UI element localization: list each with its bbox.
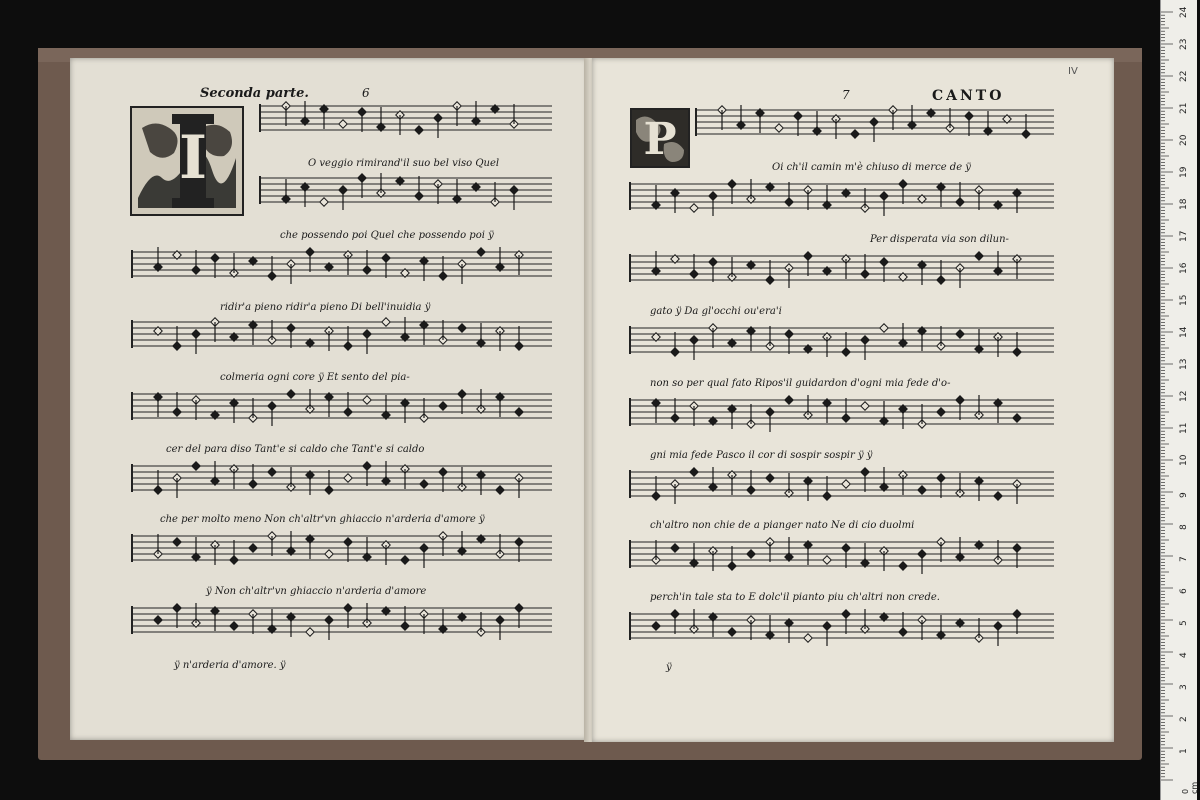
music-staff	[132, 317, 552, 354]
right-lyric-8: ÿ	[666, 662, 672, 673]
right-lyric-7: perch'in tale sta to E dolc'il pianto piu ch'altri non crede.	[650, 592, 940, 603]
right-page-number: 7	[842, 88, 850, 102]
music-staff	[630, 467, 1054, 504]
ruler-tick-label: 18	[1179, 198, 1189, 210]
music-staff	[696, 105, 1054, 142]
note-head	[439, 402, 447, 410]
right-lyric-4: non so per qual fato Ripos'il guidardon d'ogni mia fede d'o-	[650, 378, 951, 389]
note-head	[937, 408, 945, 416]
note-head	[690, 468, 698, 476]
note-head	[880, 324, 888, 332]
music-staff	[260, 173, 552, 210]
ruler-tick-label: 7	[1179, 556, 1189, 562]
ruler-tick-label: 10	[1179, 454, 1189, 466]
note-head	[249, 544, 257, 552]
note-head	[899, 562, 907, 570]
ruler-unit-label: 0 cm	[1181, 781, 1199, 794]
note-head	[344, 474, 352, 482]
left-lyric-5: cer del para diso Tant'e si caldo che Tant'e si caldo	[166, 444, 425, 455]
ruler-tick-label: 2	[1179, 716, 1189, 722]
ruler-tick-label: 4	[1179, 652, 1189, 658]
ruler-tick-label: 17	[1179, 230, 1189, 242]
music-staff	[630, 323, 1054, 360]
note-head	[230, 622, 238, 630]
left-page-number: 6	[362, 86, 370, 100]
ruler-tick-label: 12	[1179, 390, 1189, 402]
note-head	[420, 480, 428, 488]
left-page	[70, 58, 588, 740]
note-head	[325, 550, 333, 558]
ruler-tick-label: 15	[1179, 294, 1189, 306]
note-head	[842, 480, 850, 488]
note-head	[766, 474, 774, 482]
music-staff	[630, 179, 1054, 216]
note-head	[975, 252, 983, 260]
note-head	[339, 120, 347, 128]
right-page-header: CANTO	[932, 88, 1005, 104]
ruler-tick-label: 20	[1179, 134, 1189, 146]
woodcut-initial-right-letter: P	[643, 114, 677, 165]
music-staff	[630, 537, 1054, 574]
note-head	[918, 486, 926, 494]
right-page	[592, 58, 1114, 742]
ruler-tick-label: 8	[1179, 524, 1189, 530]
ruler-tick-label: 23	[1179, 38, 1189, 50]
ruler-tick-label: 19	[1179, 166, 1189, 178]
note-head	[458, 324, 466, 332]
note-head	[306, 628, 314, 636]
note-head	[956, 330, 964, 338]
note-head	[861, 402, 869, 410]
note-head	[823, 556, 831, 564]
left-lyric-4: colmeria ogni core ÿ Et sento del pia-	[220, 372, 410, 383]
note-head	[320, 198, 328, 206]
ruler-tick-label: 9	[1179, 492, 1189, 498]
music-staff	[132, 247, 552, 284]
left-lyric-6: che per molto meno Non ch'altr'vn ghiaccio n'arderia d'amore ÿ	[160, 514, 485, 525]
note-head	[363, 396, 371, 404]
note-head	[747, 550, 755, 558]
note-head	[173, 538, 181, 546]
measurement-ruler	[1160, 0, 1197, 800]
music-staff	[630, 251, 1054, 288]
right-lyric-1: Oi ch'il camin m'è chiuso di merce de ÿ	[772, 162, 971, 173]
note-head	[994, 492, 1002, 500]
note-head	[671, 544, 679, 552]
music-staff	[630, 609, 1054, 646]
note-head	[287, 390, 295, 398]
note-head	[415, 126, 423, 134]
right-staves	[592, 58, 1114, 742]
left-lyric-8: ÿ n'arderia d'amore. ÿ	[174, 660, 286, 671]
left-lyric-1: O veggio rimirand'il suo bel viso Quel	[308, 158, 500, 169]
music-staff	[260, 101, 552, 138]
right-lyric-3: gato ÿ Da gl'occhi ou'era'i	[650, 306, 782, 317]
ruler-tick-label: 6	[1179, 588, 1189, 594]
left-page-header: Seconda parte.	[200, 86, 309, 101]
ruler-tick-label: 1	[1179, 748, 1189, 754]
left-lyric-3: ridir'a pieno ridir'a pieno Di bell'inuidia ÿ	[220, 302, 431, 313]
note-head	[268, 468, 276, 476]
right-lyric-6: ch'altro non chie de a pianger nato Ne di cio duolmi	[650, 520, 915, 531]
note-head	[154, 616, 162, 624]
note-head	[1013, 414, 1021, 422]
right-lyric-2: Per disperata via son dilun-	[870, 234, 1009, 245]
note-head	[652, 622, 660, 630]
note-head	[775, 124, 783, 132]
note-head	[496, 486, 504, 494]
music-staff	[132, 531, 552, 568]
note-head	[515, 408, 523, 416]
ruler-tick-label: 14	[1179, 326, 1189, 338]
note-head	[728, 628, 736, 636]
ruler-tick-label: 16	[1179, 262, 1189, 274]
ruler-tick-label: 24	[1179, 6, 1189, 18]
ruler-tick-label: 5	[1179, 620, 1189, 626]
note-head	[690, 204, 698, 212]
ruler-tick-label: 3	[1179, 684, 1189, 690]
ruler-tick-label: 13	[1179, 358, 1189, 370]
left-lyric-2: che possendo poi Quel che possendo poi ÿ	[280, 230, 494, 241]
right-lyric-5: gni mia fede Pasco il cor di sospir sospir ÿ ÿ	[650, 450, 873, 461]
woodcut-initial-letter: I	[178, 123, 208, 193]
music-staff	[132, 461, 552, 498]
note-head	[785, 396, 793, 404]
right-page-corner-mark: IV	[1068, 66, 1078, 77]
note-head	[382, 318, 390, 326]
note-head	[851, 130, 859, 138]
music-staff	[132, 389, 552, 426]
music-staff	[630, 395, 1054, 432]
ruler-tick-label: 11	[1179, 422, 1189, 434]
ruler-tick-label: 22	[1179, 70, 1189, 82]
note-head	[804, 634, 812, 642]
music-staff	[132, 603, 552, 640]
ruler-tick-label: 21	[1179, 102, 1189, 114]
note-head	[192, 462, 200, 470]
note-head	[401, 556, 409, 564]
left-lyric-7: ÿ Non ch'altr'vn ghiaccio n'arderia d'amore	[206, 586, 427, 597]
note-head	[477, 248, 485, 256]
